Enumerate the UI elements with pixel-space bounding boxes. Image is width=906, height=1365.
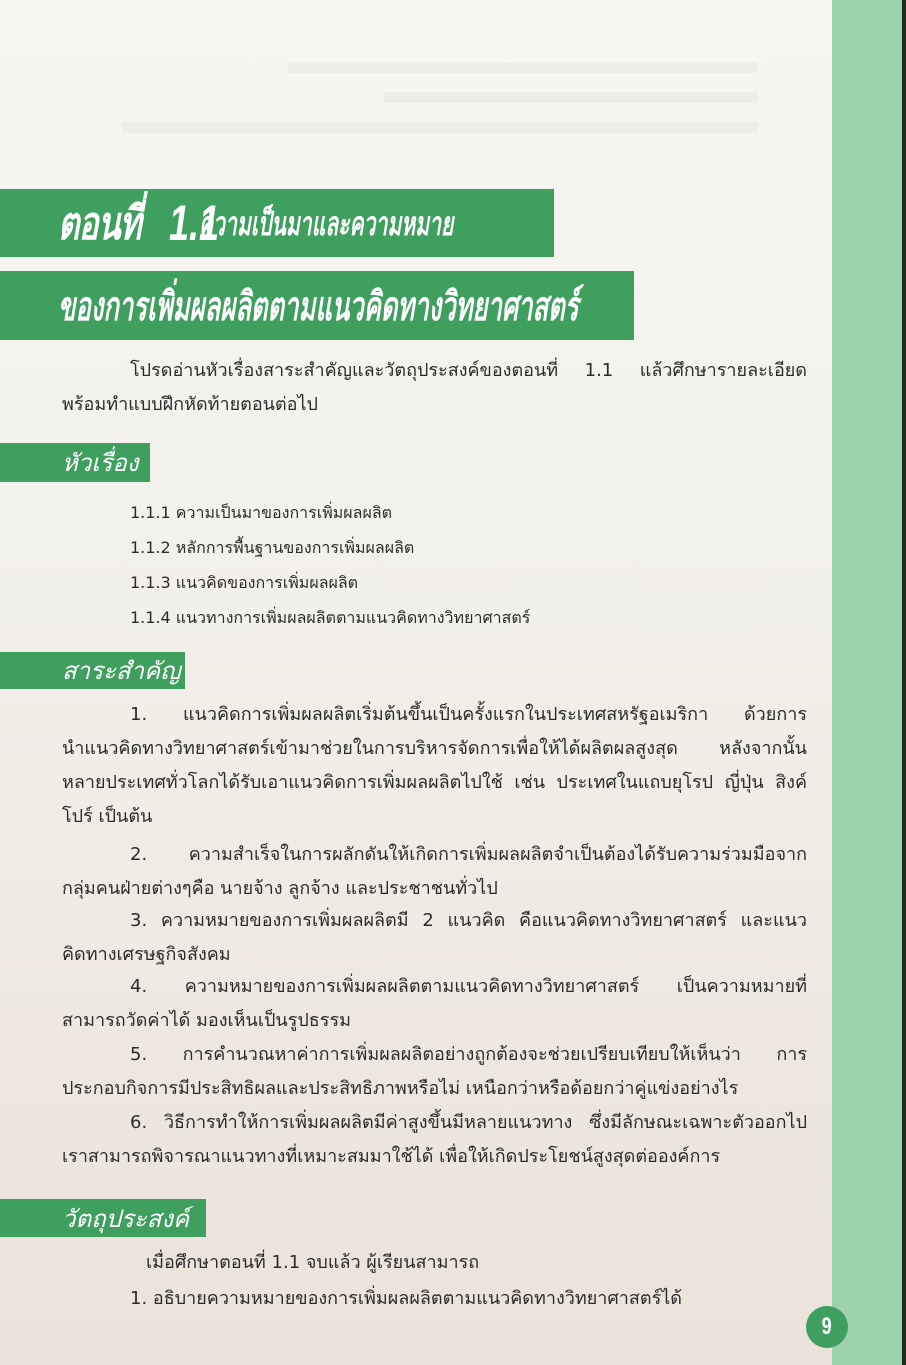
key-point-rest: ประกอบกิจการมีประสิทธิผลและประสิทธิภาพหรือไม่ เหนือกว่าหรือด้อยกว่าคู่แข่งอย่างไร	[62, 1078, 739, 1099]
chapter-title-line2: ของการเพิ่มผลผลิตตามแนวคิดทางวิทยาศาสตร์	[58, 284, 579, 329]
section-label-key-points	[0, 652, 185, 689]
topic-item: 1.1.4 แนวทางการเพิ่มผลผลิตตามแนวคิดทางวิทยาศาสตร์	[130, 608, 531, 627]
intro-first-line: โปรดอ่านหัวเรื่องสาระสำคัญและวัตถุประสงค์ของตอนที่ 1.1 แล้วศึกษารายละเอียด	[130, 360, 807, 381]
topic-item: 1.1.1 ความเป็นมาของการเพิ่มผลผลิต	[130, 503, 393, 522]
key-point-first-line: 1. แนวคิดการเพิ่มผลผลิตเริ่มต้นขึ้นเป็นครั้งแรกในประเทศสหรัฐอเมริกา ด้วยการ	[130, 704, 807, 725]
section-label-text: วัตถุประสงค์	[62, 1205, 190, 1233]
bleed-through-line	[384, 92, 758, 103]
key-point-item	[62, 698, 807, 834]
key-point-item	[62, 838, 807, 906]
chapter-number: 1.1	[169, 195, 220, 251]
key-point-item	[62, 1106, 807, 1174]
key-point-first-line: 5. การคำนวณหาค่าการเพิ่มผลผลิตอย่างถูกต้องจะช่วยเปรียบเทียบให้เห็นว่า การ	[130, 1044, 807, 1065]
key-point-rest: กลุ่มคนฝ่ายต่างๆคือ นายจ้าง ลูกจ้าง และประชาชนทั่วไป	[62, 878, 498, 899]
intro-paragraph	[62, 354, 807, 422]
chapter-title-banner	[0, 189, 554, 257]
key-point-first-line: 2. ความสำเร็จในการผลักดันให้เกิดการเพิ่มผลผลิตจำเป็นต้องได้รับความร่วมมือจาก	[130, 844, 807, 865]
key-point-item	[62, 1038, 807, 1106]
chapter-title-line1: ความเป็นมาและความหมาย	[198, 204, 454, 242]
key-point-item	[62, 970, 807, 1038]
key-point-first-line: 3. ความหมายของการเพิ่มผลผลิตมี 2 แนวคิด คือแนวคิดทางวิทยาศาสตร์ และแนว	[130, 910, 807, 931]
key-point-first-line: 4. ความหมายของการเพิ่มผลผลิตตามแนวคิดทางวิทยาศาสตร์ เป็นความหมายที่	[130, 976, 807, 997]
section-label-topics	[0, 443, 150, 482]
objectives-intro: เมื่อศึกษาตอนที่ 1.1 จบแล้ว ผู้เรียนสามารถ	[146, 1252, 480, 1273]
chapter-subtitle-banner	[0, 271, 634, 340]
key-point-rest: นำแนวคิดทางวิทยาศาสตร์เข้ามาช่วยในการบริหารจัดการเพื่อให้ได้ผลิตผลสูงสุด หลังจากนั้นหลายประเทศทั่วโลกได้รับเอาแนวคิดการเพิ่มผลผลิตไปใช้ เช่น ประเทศในแถบยุโรป ญี่ปุ่น สิงค์โปร์ เป็นต้น	[62, 738, 807, 827]
topic-list	[130, 495, 530, 635]
key-point-rest: สามารถวัดค่าได้ มองเห็นเป็นรูปธรรม	[62, 1010, 351, 1031]
key-point-item	[62, 904, 807, 972]
key-point-first-line: 6. วิธีการทำให้การเพิ่มผลผลิตมีค่าสูงขึ้นมีหลายแนวทาง ซึ่งมีลักษณะเฉพาะตัวออกไป	[130, 1112, 807, 1133]
section-label-objectives	[0, 1199, 206, 1237]
section-label-text: หัวเรื่อง	[62, 450, 139, 477]
side-color-stripe	[832, 0, 902, 1365]
chapter-label: ตอนที่	[58, 196, 142, 249]
page-number-badge	[806, 1306, 848, 1348]
section-label-text: สาระสำคัญ	[62, 658, 181, 685]
intro-rest: พร้อมทำแบบฝึกหัดท้ายตอนต่อไป	[62, 394, 318, 415]
topic-item: 1.1.3 แนวคิดของการเพิ่มผลผลิต	[130, 573, 359, 592]
bleed-through-line	[122, 122, 758, 133]
page-edge-shadow	[902, 0, 906, 1365]
topic-item: 1.1.2 หลักการพื้นฐานของการเพิ่มผลผลิต	[130, 538, 415, 557]
key-point-rest: เราสามารถพิจารณาแนวทางที่เหมาะสมมาใช้ได้ เพื่อให้เกิดประโยชน์สูงสุดต่อองค์การ	[62, 1146, 721, 1167]
key-point-rest: คิดทางเศรษฐกิจสังคม	[62, 944, 231, 965]
bleed-through-line	[288, 62, 758, 73]
page-number: 9	[821, 1313, 833, 1340]
objective-item: 1. อธิบายความหมายของการเพิ่มผลผลิตตามแนวคิดทางวิทยาศาสตร์ได้	[130, 1288, 682, 1309]
